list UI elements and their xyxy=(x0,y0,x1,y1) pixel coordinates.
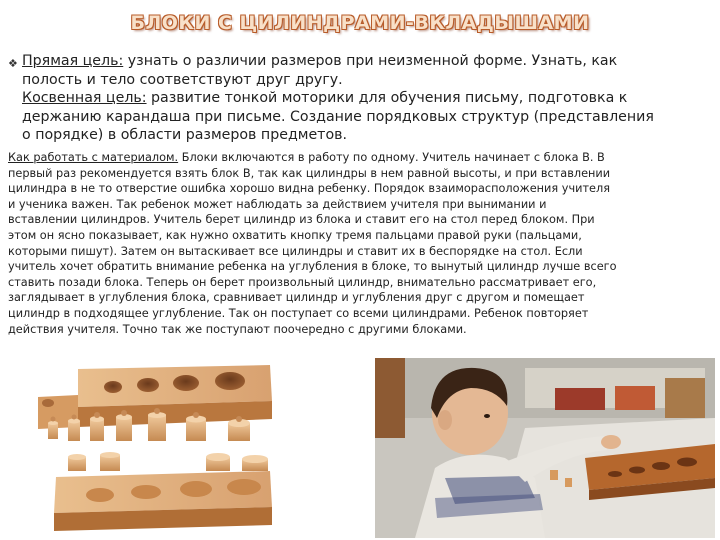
child-working-photo xyxy=(375,358,715,538)
goal-indirect-line-1 xyxy=(22,89,702,108)
work-text-1: Блоки включаются в работу по одному. Учитель начинает с блока В. В xyxy=(178,151,605,164)
cylinder-blocks-illustration xyxy=(38,357,272,532)
goal-direct-text-2: полость и тело соответствуют друг другу. xyxy=(22,71,343,88)
work-label: Как работать с материалом. xyxy=(8,151,179,164)
work-text-4: и ученика важен. Так ребенок может наблюдать за действием учителя при вынимании и xyxy=(8,197,547,211)
goal-direct-line-1 xyxy=(22,52,702,71)
goal-direct-label: Прямая цель: xyxy=(22,53,124,69)
child-with-cylinders-illustration xyxy=(375,358,715,538)
work-text-11: цилиндр в подходящее углубление. Так он поступает со всеми цилиндрами. Ребенок повторяет xyxy=(8,306,589,320)
work-instructions xyxy=(8,150,716,337)
work-text-3: цилиндра в не то отверстие ошибка хорошо видна ребенку. Порядок взаиморасположения учителя xyxy=(8,182,611,196)
work-text-12: действия учителя. Точно так же поступают поочередно с другими блоками. xyxy=(8,322,467,336)
work-text-10: заглядывает в углубления блока, сравнивает цилиндр и углубления друг с другом и помещает xyxy=(8,291,585,305)
work-text-9: ставить позади блока. Теперь он берет произвольный цилиндр, внимательно рассматривает его, xyxy=(8,275,597,289)
goal-indirect-text-1: развитие тонкой моторики для обучения письму, подготовка к xyxy=(146,90,628,107)
goals-block xyxy=(8,52,702,145)
work-text-7: которыми пишут). Затем он вытаскивает все цилиндры и ставит их в беспорядке на стол. Если xyxy=(8,244,583,258)
cylinder-blocks-photo xyxy=(38,357,272,532)
work-line-1 xyxy=(8,150,716,166)
work-text-2: первый раз рекомендуется взять блок В, так как цилиндры в нем равной высоты, и при вставлении xyxy=(8,166,611,180)
slide-title: БЛОКИ С ЦИЛИНДРАМИ-ВКЛАДЫШАМИ xyxy=(130,12,590,34)
work-text-6: этом он ясно показывает, как нужно охватить кнопку тремя пальцами правой руки (пальцами, xyxy=(8,228,582,242)
work-text-5: вставлении цилиндров. Учитель берет цилиндр из блока и ставит его на стол перед блоком. При xyxy=(8,213,595,227)
bullet-icon: ❖ xyxy=(8,57,18,70)
goal-indirect-text-2: держанию карандаша при письме. Создание порядковых структур (представления xyxy=(22,108,654,125)
goal-indirect-label: Косвенная цель: xyxy=(22,90,147,107)
goal-indirect-text-3: о порядке) в области размеров предметов. xyxy=(22,127,347,144)
goal-direct-text-1: узнать о различии размеров при неизменной форме. Узнать, как xyxy=(123,53,618,69)
work-text-8: учитель хочет обратить внимание ребенка на углубления в блоке, то вынутый цилиндр лучше всего xyxy=(8,260,617,274)
